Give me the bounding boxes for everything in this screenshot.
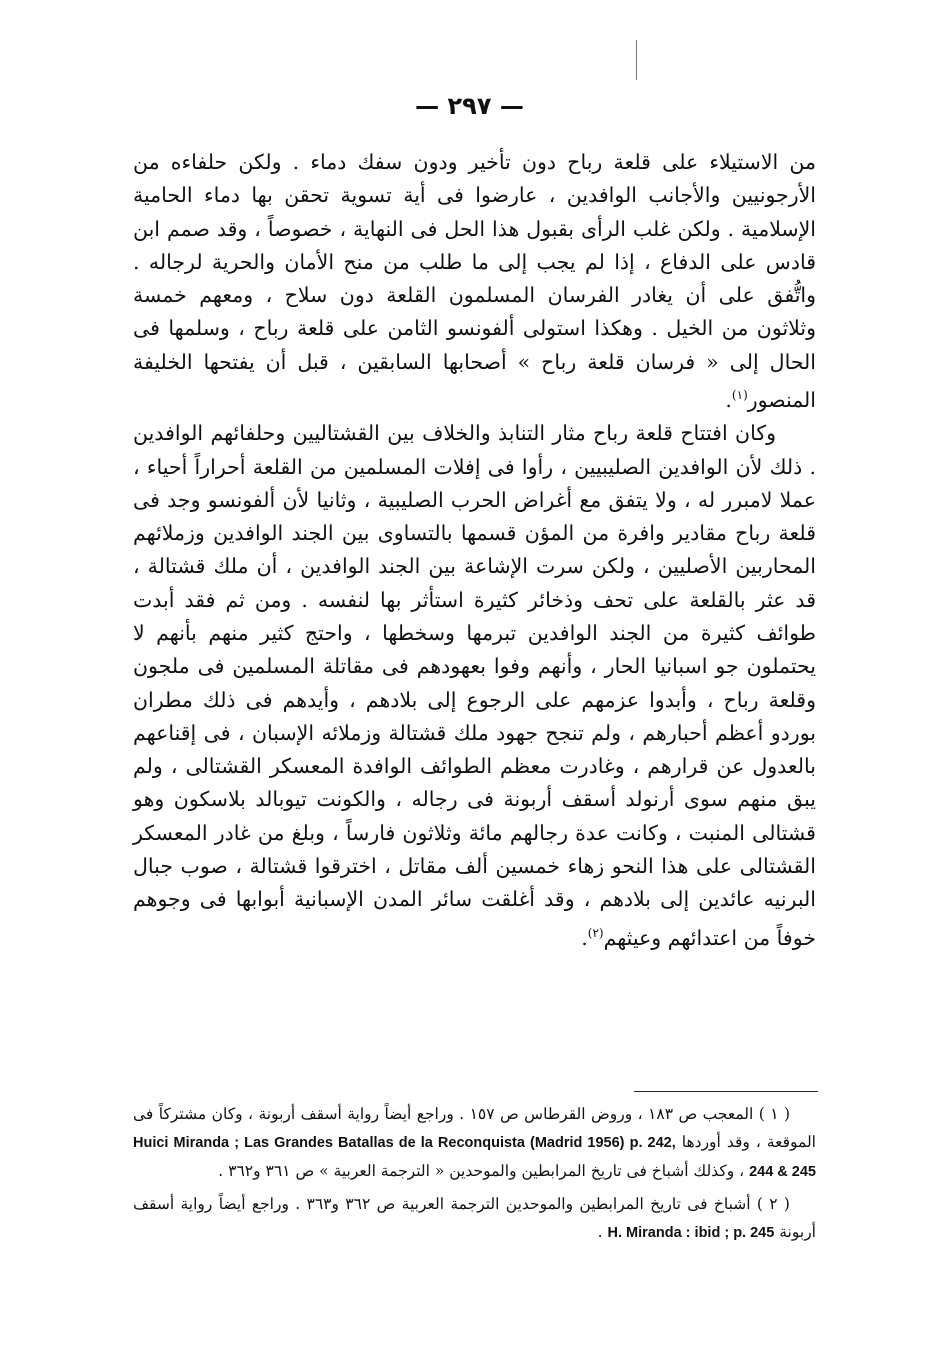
paragraph-1-text: من الاستيلاء على قلعة رباح دون تأخير ودون سفك دماء . ولكن حلفاءه من الأرجونيين والأجانب الوافدين ، عارضوا فى أية تسوية تحقن بها دماء الحامية الإسلامية . ولكن غلب الرأى بقبول هذا الحل فى النهاية ، خصوصاً ، وقد صمم ابن قادس على الدفاع ، إذا لم يجب إلى ما طلب من منح الأمان والحرية لرجاله . واتُّفق على أن يغادر الفرسان المسلمون القلعة دون سلاح ، ومعهم خمسة وثلاثون من الخيل . وهكذا استولى ألفونسو الثامن على قلعة رباح ، وسلمها فى الحال إلى « فرسان قلعة رباح » أصحابها السابقين ، قبل أن يفتحها الخليفة المنصور	[133, 150, 816, 412]
paragraph-2-text: وكان افتتاح قلعة رباح مثار التنابذ والخلاف بين القشتاليين وحلفائهم الوافدين . ذلك لأن الوافدين الصليبيين ، رأوا فى إفلات المسلمين من القلعة أحراراً أحياء ، عملا لامبرر له ، ولا يتفق مع أغراض الحرب الصليبية ، وثانيا لأن ألفونسو وجد فى قلعة رباح مقادير وافرة من المؤن قسمها بالتساوى بين الجند الوافدين وزملائهم المحاربين الأصليين ، ولكن سرت الإشاعة بين الجند الوافدين ، أن ملك قشتالة ، قد عثر بالقلعة على تحف وذخائر كثيرة استأثر بها لنفسه . ومن ثم فقد أبدت طوائف كثيرة من الجند الوافدين تبرمها وسخطها ، واحتج كثير منهم بأنهم لا يحتملون جو اسبانيا الحار ، وأنهم وفوا بعهودهم فى مقاتلة المسلمين فى ملجون وقلعة رباح ، وأبدوا عزمهم على الرجوع إلى بلادهم ، وأيدهم فى ذلك مطران بوردو أعظم أحبارهم ، ولم تنجح جهود ملك قشتالة وزملائه الإسبان ، فى إقناعهم بالعدول عن قرارهم ، وغادرت معظم الطوائف الوافدة المعسكر القشتالى ، ولم يبق منهم سوى أرنولد أسقف أربونة فى رجاله ، والكونت تيوبالد بلاسكون وهو قشتالى المنبت ، وكانت عدة رجالهم مائة وثلاثون فارساً ، وبلغ من غادر المعسكر القشتالى على هذا النحو زهاء خمسين ألف مقاتل ، اخترقوا قشتالة ، صوب جبال البرنيه عائدين إلى بلادهم ، وقد أغلقت سائر المدن الإسبانية أبوابها فى وجوهم خوفاً من اعتدائهم وعيثهم	[133, 421, 816, 950]
footnote-2-latin: H. Miranda : ibid ; p. 245	[607, 1225, 775, 1241]
footnote-1-text-end: ، وكذلك أشباخ فى تاريخ المرابطين والموحدين « الترجمة العربية » ص ٣٦١ و٣٦٢ .	[218, 1162, 745, 1180]
footnote-separator	[634, 1091, 818, 1092]
paragraph-1	[133, 146, 816, 417]
body-text	[133, 146, 816, 955]
paragraph-2-end: .	[581, 925, 588, 950]
paragraph-1-end: .	[725, 387, 732, 412]
footnote-1	[133, 1100, 816, 1186]
footnotes	[133, 1100, 816, 1251]
footnote-ref-2: (٢)	[587, 925, 604, 940]
footnote-ref-1: (١)	[731, 388, 748, 403]
footnote-2	[133, 1190, 816, 1247]
page-number: — ٢٩٧ —	[415, 92, 524, 120]
paragraph-2	[133, 417, 816, 955]
footnote-2-text: ( ٢ ) أشباخ فى تاريخ المرابطين والموحدين الترجمة العربية ص ٣٦٢ و٣٦٣ . وراجع أيضاً رواية أسقف أربونة	[133, 1195, 816, 1241]
footnote-2-end: .	[597, 1223, 603, 1241]
footnote-1-text: ( ١ ) المعجب ص ١٨٣ ، وروض القرطاس ص ١٥٧ . وراجع أيضاً رواية أسقف أربونة ، وكان مشتركاً فى الموقعة ، وقد أوردها	[133, 1105, 816, 1151]
margin-mark	[636, 40, 637, 80]
footnote-1-latin: Huici Miranda ; Las Grandes Batallas de la Reconquista (Madrid 1956) p. 242, 244 & 245	[133, 1135, 816, 1180]
